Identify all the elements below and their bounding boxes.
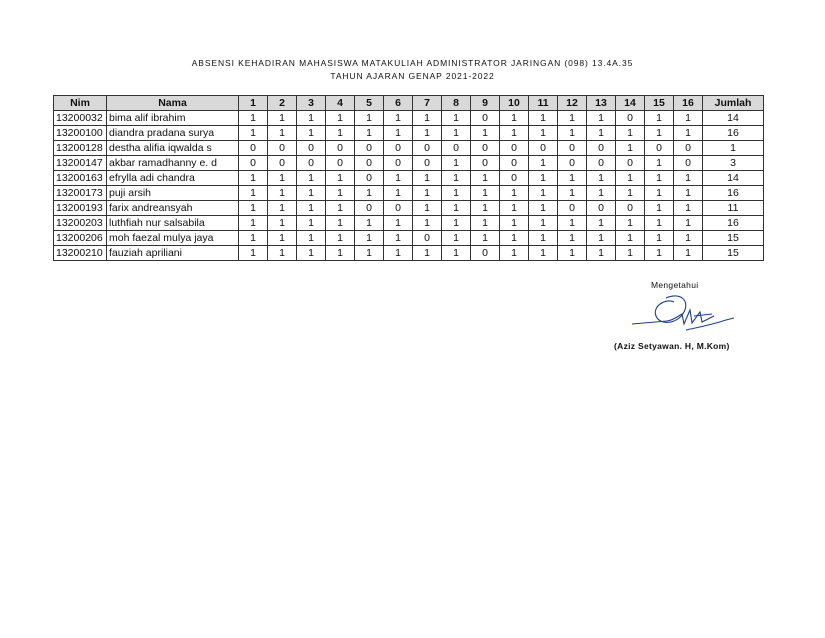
table-row <box>54 231 764 246</box>
attendance-cell: 1 <box>297 216 326 231</box>
nim-cell: 13200163 <box>54 171 107 186</box>
attendance-cell: 0 <box>616 111 645 126</box>
attendance-cell: 1 <box>674 231 703 246</box>
attendance-cell: 0 <box>471 141 500 156</box>
nama-cell: luthfiah nur salsabila <box>107 216 239 231</box>
attendance-cell: 1 <box>326 186 355 201</box>
attendance-cell: 0 <box>587 201 616 216</box>
jumlah-cell: 11 <box>703 201 764 216</box>
jumlah-cell: 1 <box>703 141 764 156</box>
attendance-cell: 0 <box>384 141 413 156</box>
column-header: 10 <box>500 96 529 111</box>
attendance-cell: 1 <box>587 216 616 231</box>
attendance-cell: 1 <box>297 201 326 216</box>
attendance-cell: 1 <box>442 126 471 141</box>
signer-name: (Aziz Setyawan. H, M.Kom) <box>614 341 730 351</box>
attendance-cell: 1 <box>645 216 674 231</box>
attendance-cell: 1 <box>326 201 355 216</box>
attendance-cell: 1 <box>500 246 529 261</box>
attendance-cell: 1 <box>558 216 587 231</box>
attendance-cell: 0 <box>355 171 384 186</box>
attendance-cell: 1 <box>529 111 558 126</box>
attendance-cell: 1 <box>384 111 413 126</box>
jumlah-cell: 16 <box>703 126 764 141</box>
nama-cell: farix andreansyah <box>107 201 239 216</box>
attendance-cell: 0 <box>558 156 587 171</box>
table-row <box>54 126 764 141</box>
attendance-cell: 1 <box>558 126 587 141</box>
jumlah-cell: 15 <box>703 231 764 246</box>
attendance-cell: 1 <box>529 156 558 171</box>
nama-cell: destha alifia iqwalda s <box>107 141 239 156</box>
attendance-cell: 1 <box>268 126 297 141</box>
attendance-cell: 1 <box>674 186 703 201</box>
attendance-cell: 0 <box>471 156 500 171</box>
column-header: 3 <box>297 96 326 111</box>
attendance-cell: 1 <box>674 216 703 231</box>
attendance-cell: 0 <box>674 141 703 156</box>
attendance-cell: 0 <box>587 156 616 171</box>
table-row <box>54 141 764 156</box>
attendance-cell: 0 <box>413 141 442 156</box>
column-header: Nama <box>107 96 239 111</box>
attendance-cell: 1 <box>471 186 500 201</box>
attendance-cell: 0 <box>239 156 268 171</box>
nama-cell: bima alif ibrahim <box>107 111 239 126</box>
jumlah-cell: 16 <box>703 186 764 201</box>
attendance-cell: 1 <box>239 216 268 231</box>
attendance-cell: 1 <box>500 126 529 141</box>
attendance-cell: 0 <box>239 141 268 156</box>
attendance-cell: 1 <box>558 231 587 246</box>
attendance-cell: 1 <box>471 126 500 141</box>
attendance-cell: 1 <box>326 231 355 246</box>
attendance-cell: 1 <box>355 126 384 141</box>
column-header: 16 <box>674 96 703 111</box>
attendance-cell: 1 <box>471 171 500 186</box>
attendance-cell: 1 <box>645 201 674 216</box>
attendance-cell: 1 <box>355 111 384 126</box>
attendance-cell: 1 <box>529 186 558 201</box>
attendance-cell: 1 <box>413 216 442 231</box>
column-header: 6 <box>384 96 413 111</box>
nim-cell: 13200128 <box>54 141 107 156</box>
jumlah-cell: 15 <box>703 246 764 261</box>
attendance-cell: 0 <box>500 171 529 186</box>
attendance-cell: 1 <box>500 111 529 126</box>
attendance-cell: 1 <box>297 171 326 186</box>
attendance-cell: 0 <box>326 141 355 156</box>
attendance-cell: 1 <box>384 246 413 261</box>
attendance-cell: 1 <box>616 246 645 261</box>
signature-image <box>622 290 742 340</box>
attendance-cell: 0 <box>355 201 384 216</box>
nim-cell: 13200100 <box>54 126 107 141</box>
attendance-cell: 0 <box>616 201 645 216</box>
attendance-cell: 1 <box>529 231 558 246</box>
attendance-cell: 1 <box>297 186 326 201</box>
attendance-cell: 1 <box>500 231 529 246</box>
column-header: 14 <box>616 96 645 111</box>
attendance-cell: 1 <box>413 246 442 261</box>
attendance-cell: 1 <box>384 186 413 201</box>
column-header: 13 <box>587 96 616 111</box>
column-header: 8 <box>442 96 471 111</box>
jumlah-cell: 14 <box>703 111 764 126</box>
attendance-cell: 1 <box>587 246 616 261</box>
attendance-cell: 1 <box>587 231 616 246</box>
attendance-cell: 1 <box>355 246 384 261</box>
attendance-cell: 1 <box>529 201 558 216</box>
nim-cell: 13200210 <box>54 246 107 261</box>
column-header: 4 <box>326 96 355 111</box>
attendance-cell: 1 <box>384 216 413 231</box>
attendance-cell: 1 <box>326 216 355 231</box>
attendance-cell: 1 <box>529 171 558 186</box>
attendance-cell: 0 <box>268 156 297 171</box>
attendance-cell: 1 <box>268 171 297 186</box>
attendance-cell: 1 <box>239 171 268 186</box>
attendance-cell: 1 <box>674 126 703 141</box>
nim-cell: 13200173 <box>54 186 107 201</box>
attendance-cell: 1 <box>268 201 297 216</box>
nama-cell: fauziah apriliani <box>107 246 239 261</box>
attendance-cell: 1 <box>239 246 268 261</box>
attendance-cell: 1 <box>616 126 645 141</box>
attendance-cell: 1 <box>529 216 558 231</box>
attendance-cell: 1 <box>442 186 471 201</box>
attendance-cell: 1 <box>674 246 703 261</box>
attendance-cell: 0 <box>616 156 645 171</box>
attendance-cell: 1 <box>500 201 529 216</box>
attendance-cell: 1 <box>239 231 268 246</box>
attendance-cell: 1 <box>645 111 674 126</box>
attendance-cell: 1 <box>326 111 355 126</box>
attendance-cell: 0 <box>384 201 413 216</box>
attendance-cell: 1 <box>442 246 471 261</box>
attendance-cell: 1 <box>587 111 616 126</box>
jumlah-cell: 16 <box>703 216 764 231</box>
attendance-cell: 1 <box>326 246 355 261</box>
attendance-cell: 1 <box>442 231 471 246</box>
attendance-cell: 1 <box>645 231 674 246</box>
column-header: Nim <box>54 96 107 111</box>
header-row <box>54 96 764 111</box>
attendance-cell: 1 <box>442 171 471 186</box>
table-body <box>54 111 764 261</box>
attendance-cell: 1 <box>239 126 268 141</box>
attendance-cell: 0 <box>674 156 703 171</box>
attendance-cell: 0 <box>471 246 500 261</box>
attendance-cell: 1 <box>500 186 529 201</box>
attendance-cell: 1 <box>413 186 442 201</box>
attendance-cell: 1 <box>384 171 413 186</box>
column-header: 11 <box>529 96 558 111</box>
nama-cell: diandra pradana surya <box>107 126 239 141</box>
attendance-cell: 0 <box>297 156 326 171</box>
attendance-cell: 0 <box>413 156 442 171</box>
attendance-cell: 1 <box>442 111 471 126</box>
nama-cell: moh faezal mulya jaya <box>107 231 239 246</box>
attendance-cell: 1 <box>587 171 616 186</box>
attendance-cell: 0 <box>645 141 674 156</box>
attendance-cell: 1 <box>268 246 297 261</box>
nama-cell: puji arsih <box>107 186 239 201</box>
attendance-cell: 1 <box>674 111 703 126</box>
nama-cell: akbar ramadhanny e. d <box>107 156 239 171</box>
attendance-cell: 1 <box>471 216 500 231</box>
document-subtitle: TAHUN AJARAN GENAP 2021-2022 <box>330 71 495 81</box>
column-header: 2 <box>268 96 297 111</box>
attendance-cell: 1 <box>326 171 355 186</box>
table-row <box>54 171 764 186</box>
attendance-cell: 1 <box>413 111 442 126</box>
attendance-cell: 0 <box>268 141 297 156</box>
attendance-cell: 1 <box>297 231 326 246</box>
jumlah-cell: 14 <box>703 171 764 186</box>
attendance-cell: 1 <box>616 216 645 231</box>
attendance-cell: 1 <box>297 111 326 126</box>
attendance-cell: 0 <box>297 141 326 156</box>
jumlah-cell: 3 <box>703 156 764 171</box>
attendance-cell: 0 <box>587 141 616 156</box>
table-row <box>54 111 764 126</box>
attendance-cell: 1 <box>413 201 442 216</box>
attendance-cell: 0 <box>500 156 529 171</box>
attendance-cell: 1 <box>645 126 674 141</box>
attendance-cell: 1 <box>413 126 442 141</box>
attendance-cell: 1 <box>239 186 268 201</box>
attendance-cell: 1 <box>268 186 297 201</box>
column-header: 1 <box>239 96 268 111</box>
column-header: 7 <box>413 96 442 111</box>
attendance-cell: 0 <box>384 156 413 171</box>
attendance-cell: 1 <box>616 171 645 186</box>
attendance-cell: 1 <box>471 231 500 246</box>
nim-cell: 13200203 <box>54 216 107 231</box>
attendance-cell: 1 <box>674 171 703 186</box>
attendance-table <box>53 95 764 261</box>
attendance-cell: 1 <box>355 216 384 231</box>
attendance-cell: 1 <box>529 126 558 141</box>
attendance-cell: 1 <box>239 201 268 216</box>
attendance-cell: 1 <box>616 141 645 156</box>
attendance-cell: 0 <box>442 141 471 156</box>
attendance-cell: 1 <box>355 186 384 201</box>
table-row <box>54 156 764 171</box>
nim-cell: 13200147 <box>54 156 107 171</box>
attendance-cell: 1 <box>384 231 413 246</box>
nama-cell: efrylla adi chandra <box>107 171 239 186</box>
attendance-cell: 1 <box>442 201 471 216</box>
table-row <box>54 246 764 261</box>
attendance-cell: 1 <box>500 216 529 231</box>
document-title: ABSENSI KEHADIRAN MAHASISWA MATAKULIAH ADMINISTRATOR JARINGAN (098) 13.4A.35 <box>191 58 634 68</box>
attendance-cell: 1 <box>471 201 500 216</box>
attendance-cell: 1 <box>558 186 587 201</box>
attendance-cell: 1 <box>558 171 587 186</box>
column-header: 9 <box>471 96 500 111</box>
attendance-cell: 1 <box>674 201 703 216</box>
table-row <box>54 201 764 216</box>
attendance-cell: 1 <box>297 246 326 261</box>
attendance-cell: 0 <box>500 141 529 156</box>
attendance-cell: 1 <box>529 246 558 261</box>
attendance-cell: 1 <box>645 171 674 186</box>
attendance-cell: 1 <box>616 186 645 201</box>
attendance-cell: 1 <box>297 126 326 141</box>
column-header: 15 <box>645 96 674 111</box>
attendance-cell: 1 <box>355 231 384 246</box>
attendance-cell: 0 <box>355 141 384 156</box>
attendance-cell: 1 <box>645 156 674 171</box>
attendance-cell: 0 <box>558 141 587 156</box>
attendance-cell: 1 <box>268 111 297 126</box>
attendance-cell: 1 <box>645 246 674 261</box>
attendance-cell: 1 <box>616 231 645 246</box>
attendance-cell: 1 <box>587 126 616 141</box>
attendance-cell: 1 <box>268 231 297 246</box>
column-header: 12 <box>558 96 587 111</box>
attendance-cell: 1 <box>239 111 268 126</box>
nim-cell: 13200193 <box>54 201 107 216</box>
attendance-cell: 1 <box>645 186 674 201</box>
table-row <box>54 186 764 201</box>
acknowledged-label: Mengetahui <box>651 280 699 290</box>
attendance-cell: 0 <box>558 201 587 216</box>
attendance-cell: 0 <box>471 111 500 126</box>
attendance-cell: 1 <box>413 171 442 186</box>
attendance-cell: 1 <box>442 156 471 171</box>
attendance-cell: 1 <box>558 111 587 126</box>
attendance-cell: 1 <box>384 126 413 141</box>
attendance-cell: 0 <box>529 141 558 156</box>
nim-cell: 13200206 <box>54 231 107 246</box>
attendance-cell: 1 <box>558 246 587 261</box>
nim-cell: 13200032 <box>54 111 107 126</box>
attendance-cell: 1 <box>587 186 616 201</box>
attendance-cell: 0 <box>326 156 355 171</box>
column-header: 5 <box>355 96 384 111</box>
attendance-cell: 0 <box>355 156 384 171</box>
attendance-cell: 1 <box>442 216 471 231</box>
attendance-cell: 1 <box>268 216 297 231</box>
table-row <box>54 216 764 231</box>
attendance-cell: 1 <box>326 126 355 141</box>
column-header: Jumlah <box>703 96 764 111</box>
attendance-cell: 0 <box>413 231 442 246</box>
